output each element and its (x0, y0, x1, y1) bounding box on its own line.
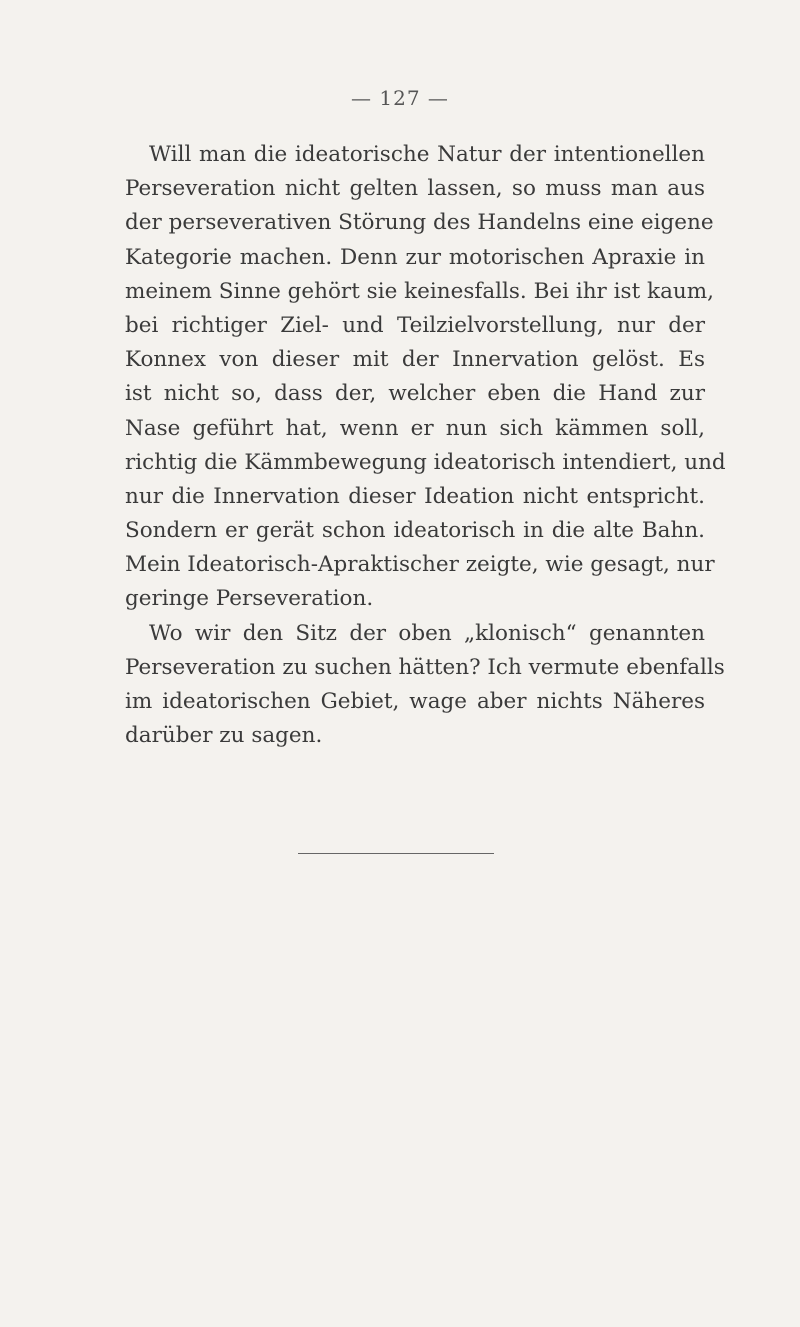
text-line: Nase geführt hat, wenn er nun sich kämmen soll, (125, 415, 705, 441)
section-divider (298, 853, 494, 854)
text-line: Konnex von dieser mit der Innervation gelöst. Es (125, 347, 705, 373)
text-line: meinem Sinne gehört sie keinesfalls. Bei ihr ist kaum, (125, 278, 714, 304)
text-line: Perseveration nicht gelten lassen, so muss man aus (125, 176, 705, 202)
text-line: Mein Ideatorisch-Apraktischer zeigte, wie gesagt, nur (125, 552, 715, 578)
text-line: Sondern er gerät schon ideatorisch in die alte Bahn. (125, 518, 705, 544)
text-line: Will man die ideatorische Natur der intentionellen (149, 142, 705, 167)
page-number: — 127 — (351, 86, 449, 110)
text-line: nur die Innervation dieser Ideation nicht entspricht. (125, 483, 705, 509)
text-line: Kategorie machen. Denn zur motorischen Apraxie in (125, 244, 705, 270)
text-line: im ideatorischen Gebiet, wage aber nichts Näheres (125, 689, 705, 714)
text-line: der perseverativen Störung des Handelns eine eigene (125, 210, 714, 236)
text-line: bei richtiger Ziel- und Teilzielvorstellung, nur der (125, 312, 705, 338)
paragraph-1 (125, 138, 726, 617)
text-line: Wo wir den Sitz der oben „klonisch“ genannten (149, 620, 705, 646)
paragraph-2 (125, 617, 725, 754)
text-line: richtig die Kämmbewegung ideatorisch intendiert, und (125, 449, 726, 475)
text-line: darüber zu sagen. (125, 723, 323, 749)
text-line: Perseveration zu suchen hätten? Ich vermute ebenfalls (125, 654, 725, 680)
text-line: geringe Perseveration. (125, 586, 374, 612)
text-line: ist nicht so, dass der, welcher eben die Hand zur (125, 381, 705, 407)
body-text (125, 138, 726, 753)
